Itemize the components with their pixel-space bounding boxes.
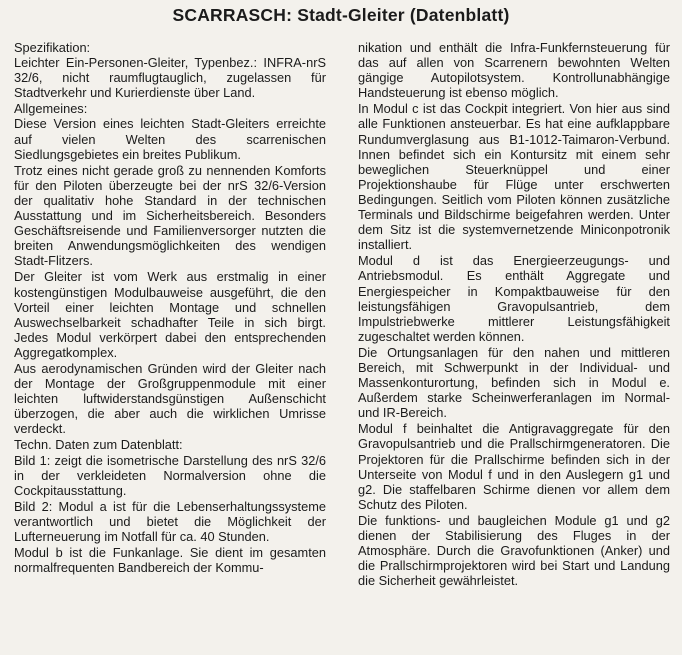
general-heading: Allgemeines: xyxy=(14,101,88,117)
left-column xyxy=(14,40,326,576)
module-d-paragraph: Modul d ist das Energieerzeugungs- und Antriebsmodul. Es enthält Aggregate und Energiespeicher in Kompaktbauweise für den leistungsfähigen Gravopulsantrieb, dem Impulstriebwerke mittlerer Leistungsfähigkeit zugeschaltet werden können. xyxy=(358,253,670,344)
tech-paragraph-2: Bild 2: Modul a ist für die Lebenserhaltungssysteme verantwortlich und bietet die Möglichkeit der Lufterneuerung im Notfall für ca. 40 Stunden. xyxy=(14,498,326,544)
right-column xyxy=(358,40,670,589)
tech-heading: Techn. Daten zum Datenblatt: xyxy=(14,437,183,453)
general-paragraph-3: Der Gleiter ist vom Werk aus erstmalig in einer kostengünstigen Modulbauweise ausgeführt, die den Vorteil einer leichten Montage und schnellen Auswechselbarkeit schadhafter Teile in sich birgt. Jedes Modul verkörpert dabei den entsprechenden Aggregatkomplex. xyxy=(14,269,326,360)
module-b-continued: nikation und enthält die Infra-Funkfernsteuerung für das auf allen von Scarrenern bewohnten Welten gängige Autopilotsystem. Kontrollunabhängige Handsteuerung ist ebenso möglich. xyxy=(358,40,670,101)
general-paragraph-4: Aus aerodynamischen Gründen wird der Gleiter nach der Montage der Großgruppenmodule mit einer leichten luftwiderstandsgünstigen Außenschicht überzogen, die aber auch die wirklichen Umrisse verdeckt. xyxy=(14,360,326,437)
module-e-paragraph: Die Ortungsanlagen für den nahen und mittleren Bereich, mit Schwerpunkt in der Individual- und Massenkonturortung, befinden sich in Modul e. Außerdem starke Scheinwerferanlagen im Normal- und IR-Bereich. xyxy=(358,344,670,421)
spec-text: Leichter Ein-Personen-Gleiter, Typenbez.: INFRA-nrS 32/6, nicht raumflugtauglich, zugelassen für Stadtverkehr und Kurierdienste über Land. xyxy=(14,55,326,101)
page-title: SCARRASCH: Stadt-Gleiter (Datenblatt) xyxy=(172,5,510,25)
spec-heading: Spezifikation: xyxy=(14,40,91,55)
general-paragraph-2: Trotz eines nicht gerade groß zu nennenden Komforts für den Piloten überzeugte bei der nrS 32/6-Version der qualitativ hohe Standard in der technischen Ausstattung und im Sicherheitsbereich. Besonders Geschäftsreisende und Familienversorger nutzten die breiten Anwendungsmöglichkeiten des wendigen Stadt-Flitzers. xyxy=(14,162,326,269)
module-f-paragraph: Modul f beinhaltet die Antigravaggregate für den Gravopulsantrieb und die Prallschirmgeneratoren. Die Projektoren für die Prallschirme befinden sich in der Unterseite von Modul f und in den Auslegern g1 und g2. Die staffelbaren Schirme dienen vor allem dem Schutz des Piloten. xyxy=(358,421,670,512)
tech-paragraph-3: Modul b ist die Funkanlage. Sie dient im gesamten normalfrequenten Bandbereich der Kommu- xyxy=(14,545,326,576)
tech-paragraph-1: Bild 1: zeigt die isometrische Darstellung des nrS 32/6 in der verkleideten Normalversion ohne die Cockpitausstattung. xyxy=(14,452,326,498)
module-g-paragraph: Die funktions- und baugleichen Module g1 und g2 dienen der Stabilisierung des Fluges in der Atmosphäre. Durch die Gravofunktionen (Anker) und die Prallschirmprojektoren wird bei Start und Landung die Sicherheit gewährleistet. xyxy=(358,512,670,589)
module-c-paragraph: In Modul c ist das Cockpit integriert. Von hier aus sind alle Funktionen ansteuerbar. Es hat eine aufklappbare Rundumverglasung aus B1-1012-Taimaron-Verbund. Innen befindet sich ein Kontursitz mit einem sehr beweglichen Steuerknüppel und einer Projektionshaube für Flüge unter erschwerten Bedingungen. Seitlich vom Piloten können zusätzliche Terminals und Bildschirme beigefahren werden. Unter dem Sitz ist die systemvernetzende Miniconpotronik installiert. xyxy=(358,101,670,253)
general-paragraph-1: Diese Version eines leichten Stadt-Gleiters erreichte auf vielen Welten des scarrenischen Siedlungsgebietes ein breites Publikum. xyxy=(14,116,326,162)
